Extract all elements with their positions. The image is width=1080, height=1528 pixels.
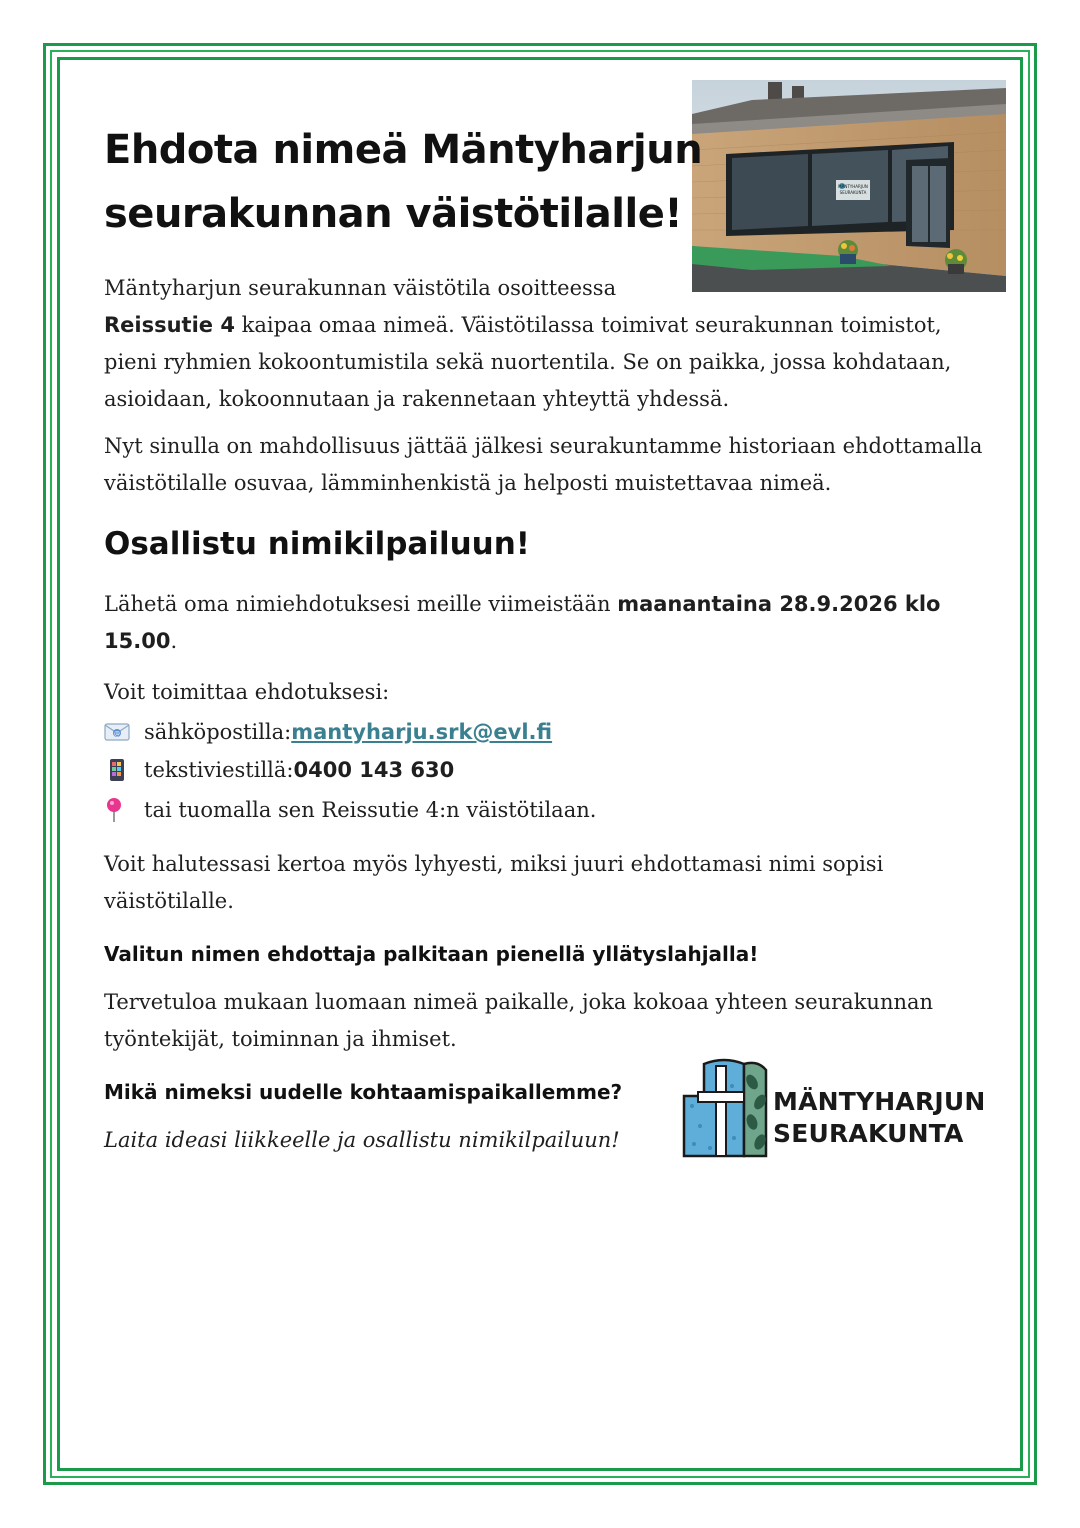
- deadline-end: .: [170, 629, 178, 653]
- intro-text-before: Mäntyharjun seurakunnan väistötila osoitteessa: [104, 276, 617, 300]
- intro-paragraph: [104, 270, 964, 418]
- logo-line-1: MÄNTYHARJUN: [773, 1087, 986, 1116]
- svg-text:@: @: [114, 730, 120, 738]
- contact-sms-row: [104, 750, 454, 790]
- email-link[interactable]: mantyharju.srk@evl.fi: [291, 720, 553, 744]
- reason-paragraph: Voit halutessasi kertoa myös lyhyesti, miksi juuri ehdottamasi nimi sopisi väistötilalle.: [104, 852, 884, 913]
- deadline-date: maanantaina 28.9.2026 klo 15.00: [104, 592, 941, 653]
- sign-text-line2: SEURAKUNTA: [839, 190, 867, 195]
- mobile-phone-icon: [104, 757, 136, 783]
- envelope-icon: [104, 719, 136, 745]
- prize-note: Valitun nimen ehdottaja palkitaan pienellä yllätyslahjalla!: [104, 942, 759, 966]
- visit-label: tai tuomalla sen Reissutie 4:n väistötilaan.: [144, 798, 597, 822]
- contact-email-row: [104, 712, 552, 752]
- sign-text-line1: MÄNTYHARJUN: [838, 184, 868, 189]
- opportunity-paragraph: Nyt sinulla on mahdollisuus jättää jälkesi seurakuntamme historiaan ehdottamalla väistötilalle osuvaa, lämminhenkistä ja helposti muistettavaa nimeä.: [104, 434, 983, 495]
- welcome-paragraph: Tervetuloa mukaan luomaan nimeä paikalle, joka kokoaa yhteen seurakunnan työntekijät, toiminnan ja ihmiset.: [104, 990, 934, 1051]
- parish-logo-text: [773, 1086, 986, 1150]
- sms-number: 0400 143 630: [293, 758, 455, 782]
- contact-intro: Voit toimittaa ehdotuksesi:: [104, 680, 390, 704]
- logo-line-2: SEURAKUNTA: [773, 1119, 964, 1148]
- intro-text-after: kaipaa omaa nimeä. Väistötilassa toimivat seurakunnan toimistot, pieni ryhmien kokoontumistila sekä nuortentila. Se on paikka, jossa kohdataan, asioidaan, kokoonnutaan ja rakennetaan yhteyttä yhdessä.: [104, 313, 952, 411]
- contact-visit-row: [104, 790, 596, 830]
- title-line-2: seurakunnan väistötilalle!: [104, 191, 683, 237]
- closing-line: Laita ideasi liikkeelle ja osallistu nimikilpailuun!: [104, 1128, 620, 1152]
- title-line-1: Ehdota nimeä Mäntyharjun: [104, 127, 703, 173]
- building-photo: [692, 80, 1006, 292]
- deadline-paragraph: [104, 586, 964, 660]
- deadline-text: Lähetä oma nimiehdotuksesi meille viimeistään: [104, 592, 618, 616]
- section-heading: Osallistu nimikilpailuun!: [104, 526, 530, 562]
- intro-address: Reissutie 4: [104, 313, 235, 337]
- map-pin-icon: [104, 797, 136, 823]
- sms-label: tekstiviestillä:: [144, 758, 294, 782]
- email-label: sähköpostilla:: [144, 720, 292, 744]
- page-title: [104, 118, 704, 246]
- question-heading: Mikä nimeksi uudelle kohtaamispaikallemme?: [104, 1080, 623, 1104]
